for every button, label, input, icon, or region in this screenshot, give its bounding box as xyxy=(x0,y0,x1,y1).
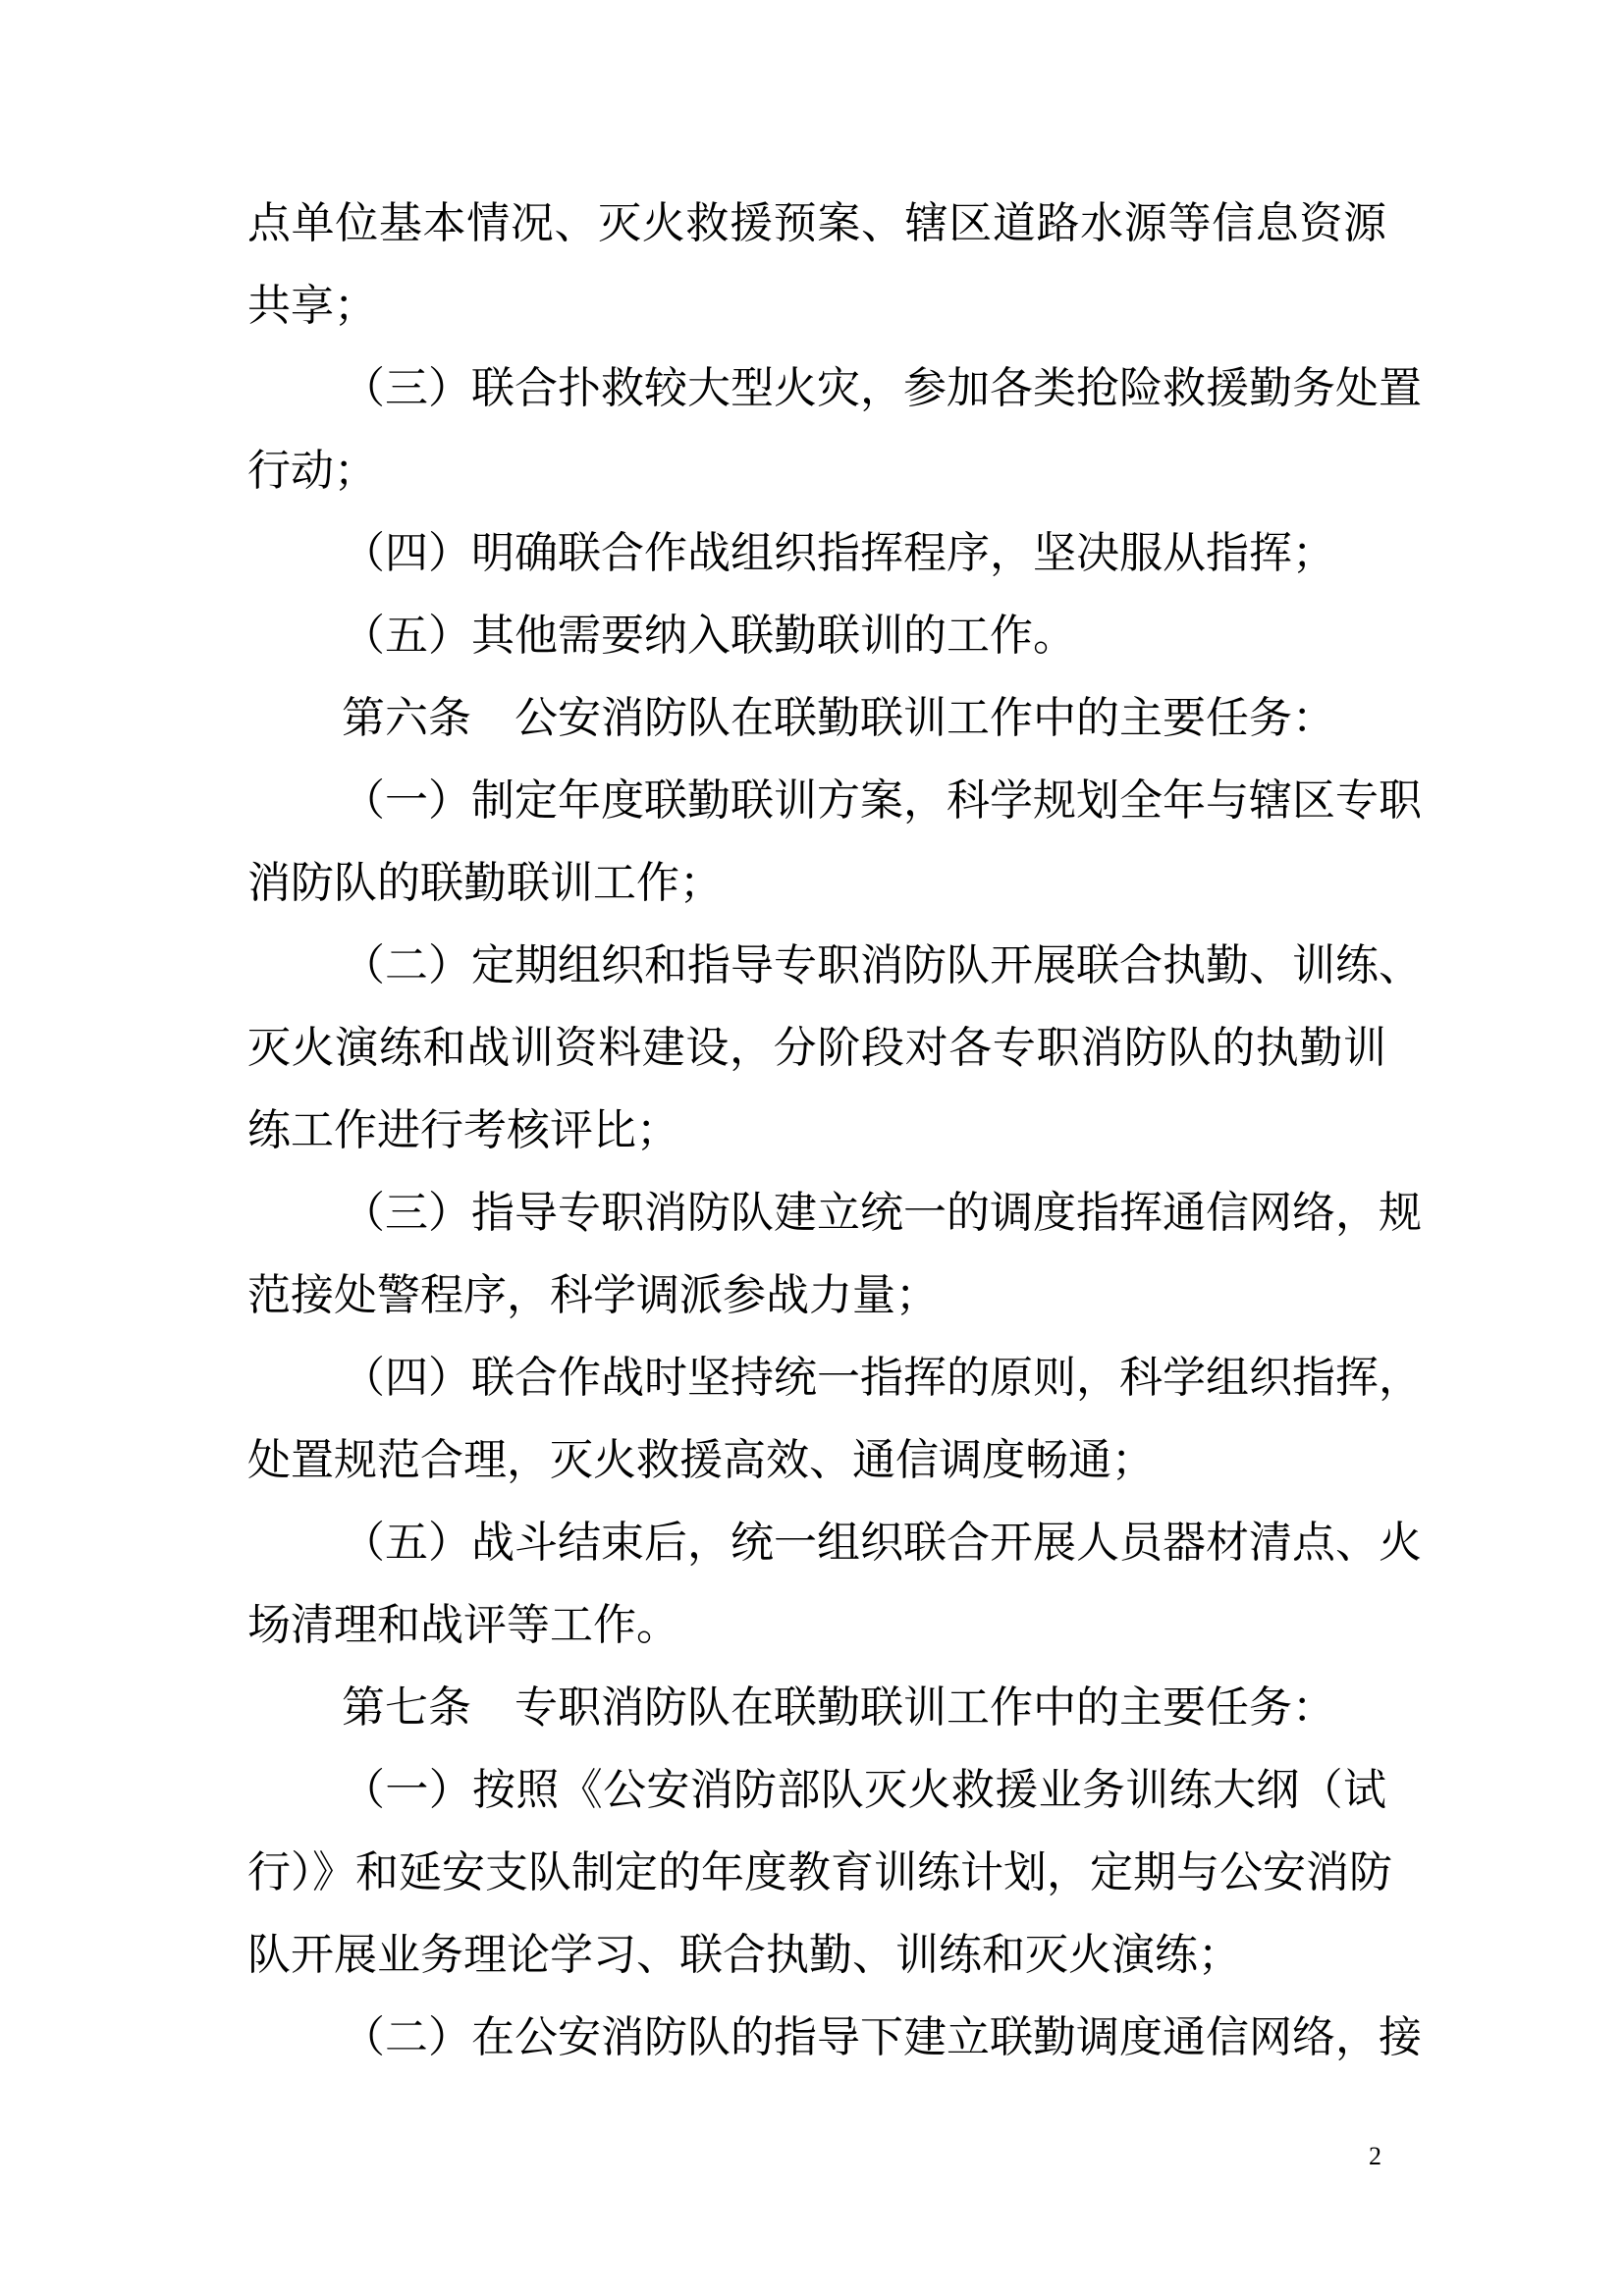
paragraph xyxy=(247,1667,1386,1749)
paragraph xyxy=(247,1337,1422,1502)
text-line: 场清理和战评等工作。 xyxy=(247,1600,679,1650)
text-line: 第七条 专职消防队在联勤联训工作中的主要任务： xyxy=(342,1682,1335,1733)
text-line: 消防队的联勤联训工作； xyxy=(247,858,723,908)
text-line: （三）指导专职消防队建立统一的调度指挥通信网络，规 xyxy=(342,1188,1422,1238)
text-line: 共享； xyxy=(247,281,377,331)
paragraph xyxy=(247,1172,1422,1337)
text-line: 第六条 公安消防队在联勤联训工作中的主要任务： xyxy=(342,693,1335,743)
text-line: （四）明确联合作战组织指挥程序，坚决服从指挥； xyxy=(342,528,1335,578)
text-line: 灭火演练和战训资料建设，分阶段对各专职消防队的执勤训 xyxy=(247,1023,1386,1073)
document-body xyxy=(247,183,1422,2079)
text-line: 队开展业务理论学习、联合执勤、训练和灭火演练； xyxy=(247,1930,1241,1980)
text-line: 行）》和延安支队制定的年度教育训练计划，定期与公安消防 xyxy=(247,1847,1392,1897)
text-line: 范接处警程序，科学调派参战力量； xyxy=(247,1270,939,1320)
text-line: 点单位基本情况、灭火救援预案、辖区道路水源等信息资源 xyxy=(247,198,1386,248)
paragraph xyxy=(247,1997,1422,2079)
paragraph xyxy=(247,512,1386,595)
text-line: 练工作进行考核评比； xyxy=(247,1105,679,1155)
page-number: 2 xyxy=(1369,2142,1381,2170)
text-line: （五）其他需要纳入联勤联训的工作。 xyxy=(342,611,1076,661)
paragraph xyxy=(247,1502,1422,1667)
text-line: 处置规范合理，灭火救援高效、通信调度畅通； xyxy=(247,1435,1155,1485)
paragraph xyxy=(247,925,1422,1172)
paragraph xyxy=(247,183,1386,347)
text-line: 行动； xyxy=(247,446,377,496)
text-line: （一）按照《公安消防部队灭火救援业务训练大纲（试 xyxy=(342,1765,1386,1815)
text-line: （二）在公安消防队的指导下建立联勤调度通信网络，接 xyxy=(342,2012,1422,2062)
text-line: （三）联合扑救较大型火灾，参加各类抢险救援勤务处置 xyxy=(342,363,1422,413)
paragraph xyxy=(247,595,1386,677)
text-line: （四）联合作战时坚持统一指挥的原则，科学组织指挥， xyxy=(342,1353,1422,1403)
paragraph xyxy=(247,760,1422,925)
paragraph xyxy=(247,347,1422,512)
paragraph xyxy=(247,1749,1392,1997)
paragraph xyxy=(247,677,1386,760)
text-line: （一）制定年度联勤联训方案，科学规划全年与辖区专职 xyxy=(342,775,1422,826)
text-line: （二）定期组织和指导专职消防队开展联合执勤、训练、 xyxy=(342,940,1422,990)
text-line: （五）战斗结束后，统一组织联合开展人员器材清点、火 xyxy=(342,1518,1422,1568)
